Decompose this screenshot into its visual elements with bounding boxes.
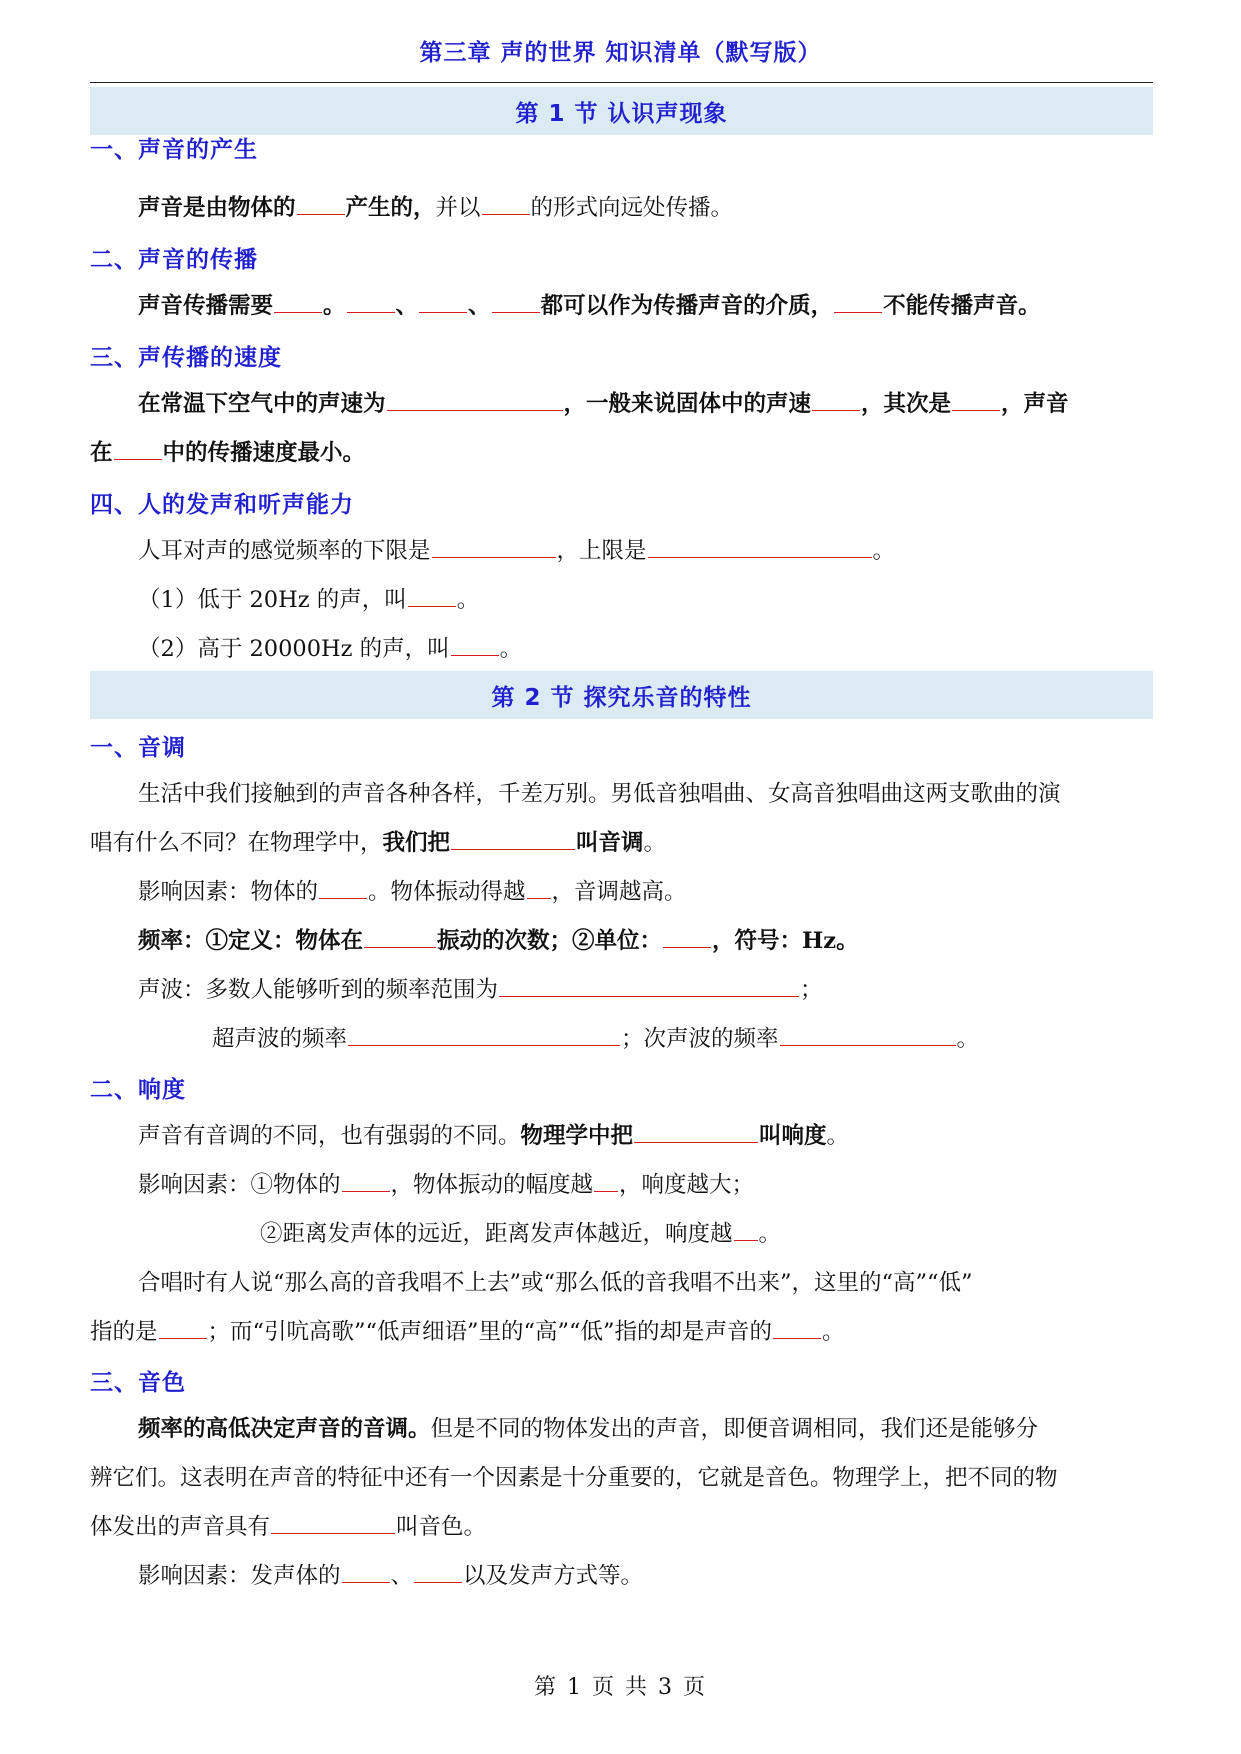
text: 体发出的声音具有 [90, 1514, 271, 1540]
loudness-factor-line-1 [90, 1169, 1201, 1201]
chorus-paragraph-line-1 [90, 1267, 1201, 1299]
text: 唱有什么不同？在物理学中， [90, 830, 383, 856]
text: 声音传播需要 [138, 293, 274, 319]
fill-blank[interactable] [414, 1560, 462, 1583]
section-1-heading: 第 1 节 认识声现象 [90, 87, 1153, 135]
text: ；而“引吭高歌”“低声细语”里的“高”“低”指的却是声音的 [207, 1319, 773, 1345]
text: （2）高于 20000Hz 的声，叫 [138, 636, 450, 662]
text: 。 [826, 1123, 850, 1149]
fill-blank[interactable] [812, 388, 860, 411]
pitch-paragraph-line-1 [90, 778, 1201, 810]
timbre-factor-line [90, 1560, 1201, 1592]
text: 声音有音调的不同，也有强弱的不同。 [138, 1123, 521, 1149]
text: ，符号：Hz。 [712, 928, 859, 954]
text: ；次声波的频率 [621, 1026, 779, 1052]
fill-blank[interactable] [482, 192, 530, 215]
text: 。 [956, 1026, 980, 1052]
fill-blank[interactable] [348, 1023, 620, 1046]
section-1-part-1-heading: 一、声音的产生 [90, 137, 258, 163]
text: ，上限是 [556, 538, 647, 564]
timbre-paragraph-line-1 [90, 1413, 1201, 1445]
text: 物理学中把 [520, 1123, 634, 1149]
loudness-factor-line-2 [90, 1218, 1241, 1250]
fill-blank[interactable] [663, 925, 711, 948]
text: 生活中我们接触到的声音各种各样，千差万别。男低音独唱曲、女高音独唱曲这两支歌曲的演 [138, 781, 1061, 807]
header-rule [90, 82, 1153, 83]
text: 。物体振动得越 [368, 879, 526, 905]
fill-blank[interactable] [594, 1169, 618, 1192]
loudness-heading: 二、响度 [90, 1077, 186, 1103]
fill-blank[interactable] [952, 388, 1000, 411]
text: 叫音调 [576, 830, 644, 856]
text: 人耳对声的感觉频率的下限是 [138, 538, 431, 564]
text: 辨它们。这表明在声音的特征中还有一个因素是十分重要的，它就是音色。物理学上，把不同的物 [90, 1465, 1058, 1491]
fill-blank[interactable] [419, 290, 467, 313]
text: 的形式向远处传播。 [530, 195, 734, 221]
fill-blank[interactable] [499, 974, 799, 997]
document-title: 第三章 声的世界 知识清单（默写版） [419, 40, 822, 66]
text: 、 [468, 293, 491, 319]
text: ，物体振动的幅度越 [390, 1172, 594, 1198]
fill-blank[interactable] [634, 1120, 758, 1143]
sound-speed-line-1 [90, 388, 1201, 420]
text: 叫响度 [759, 1123, 827, 1149]
text: 影响因素：物体的 [138, 879, 319, 905]
fill-blank[interactable] [451, 633, 499, 656]
text: ； [800, 977, 823, 1003]
text: ，其次是 [861, 391, 952, 417]
text: 。 [872, 538, 896, 564]
sound-production-line [90, 192, 1201, 224]
fill-blank[interactable] [648, 535, 872, 558]
fill-blank[interactable] [527, 876, 551, 899]
fill-blank[interactable] [773, 1316, 821, 1339]
text: 。 [456, 587, 480, 613]
text: 但是不同的物体发出的声音，即便音调相同，我们还是能够分 [430, 1416, 1039, 1442]
timbre-heading: 三、音色 [90, 1370, 186, 1396]
sound-speed-line-2 [90, 437, 1153, 469]
fill-blank[interactable] [114, 437, 162, 460]
text: 产生的， [345, 195, 436, 221]
text: 声波：多数人能够听到的频率范围为 [138, 977, 499, 1003]
fill-blank[interactable] [734, 1218, 758, 1241]
ultrasound-item [90, 633, 1201, 665]
text: 振动的次数；②单位： [437, 928, 663, 954]
text: ，响度越大； [619, 1172, 755, 1198]
text: 我们把 [382, 830, 451, 856]
text: ②距离发声体的远近，距离发声体越近，响度越 [260, 1221, 733, 1247]
text: 影响因素：①物体的 [138, 1172, 341, 1198]
text: （1）低于 20Hz 的声，叫 [138, 587, 407, 613]
text: 指的是 [90, 1319, 158, 1345]
text: ，声音 [1001, 391, 1069, 417]
section-1-part-3-heading: 三、声传播的速度 [90, 345, 282, 371]
text: 在 [90, 440, 113, 466]
sound-wave-range-line [90, 974, 1201, 1006]
text: 。 [323, 293, 346, 319]
text: 叫音色。 [396, 1514, 487, 1540]
fill-blank[interactable] [492, 290, 540, 313]
fill-blank[interactable] [342, 1169, 390, 1192]
timbre-paragraph-line-3 [90, 1511, 1153, 1543]
text: 声音是由物体的 [138, 195, 296, 221]
sound-propagation-line [90, 290, 1201, 322]
text: 、 [395, 293, 419, 319]
loudness-paragraph-line [90, 1120, 1201, 1152]
fill-blank[interactable] [432, 535, 556, 558]
fill-blank[interactable] [159, 1316, 207, 1339]
text: 不能传播声音。 [883, 293, 1041, 319]
hearing-range-line [90, 535, 1201, 567]
text: 并以 [435, 195, 481, 221]
fill-blank[interactable] [342, 1560, 390, 1583]
fill-blank[interactable] [364, 925, 436, 948]
text: 都可以作为传播声音的介质， [540, 293, 834, 319]
text: 超声波的频率 [212, 1026, 348, 1052]
text: 。 [499, 636, 523, 662]
section-2-heading: 第 2 节 探究乐音的特性 [90, 671, 1153, 719]
text: 在常温下空气中的声速为 [138, 391, 386, 417]
fill-blank[interactable] [780, 1023, 956, 1046]
page-footer: 第 1 页 共 3 页 [534, 1675, 707, 1700]
pitch-factor-line [90, 876, 1201, 908]
pitch-heading: 一、音调 [90, 735, 186, 761]
section-1-part-4-heading: 四、人的发声和听声能力 [90, 492, 354, 518]
fill-blank[interactable] [834, 290, 882, 313]
fill-blank[interactable] [347, 290, 395, 313]
text: 影响因素：发声体的 [138, 1563, 341, 1589]
text: 中的传播速度最小。 [162, 440, 366, 466]
fill-blank[interactable] [271, 1511, 395, 1534]
section-1-part-2-heading: 二、声音的传播 [90, 247, 258, 273]
text: 频率的高低决定声音的音调。 [138, 1416, 431, 1442]
fill-blank[interactable] [274, 290, 322, 313]
fill-blank[interactable] [319, 876, 367, 899]
text: 以及发声方式等。 [463, 1563, 644, 1589]
text: 。 [758, 1221, 782, 1247]
timbre-paragraph-line-2 [90, 1462, 1153, 1494]
chorus-paragraph-line-2 [90, 1316, 1153, 1348]
text: 合唱时有人说“那么高的音我唱不上去”或“那么低的音我唱不出来”，这里的“高”“低” [138, 1270, 973, 1296]
text: 频率：①定义：物体在 [138, 928, 364, 954]
text: 。 [643, 830, 667, 856]
pitch-paragraph-line-2 [90, 827, 1153, 859]
fill-blank[interactable] [387, 388, 563, 411]
text: ，音调越高。 [551, 879, 687, 905]
fill-blank[interactable] [297, 192, 345, 215]
ultrasonic-infrasonic-line [90, 1023, 1241, 1055]
infrasound-item [90, 584, 1201, 616]
fill-blank[interactable] [451, 827, 575, 850]
text: 、 [390, 1563, 414, 1589]
fill-blank[interactable] [408, 584, 456, 607]
frequency-definition-line [90, 925, 1201, 957]
text: ，一般来说固体中的声速 [563, 391, 812, 417]
text: 。 [822, 1319, 845, 1345]
